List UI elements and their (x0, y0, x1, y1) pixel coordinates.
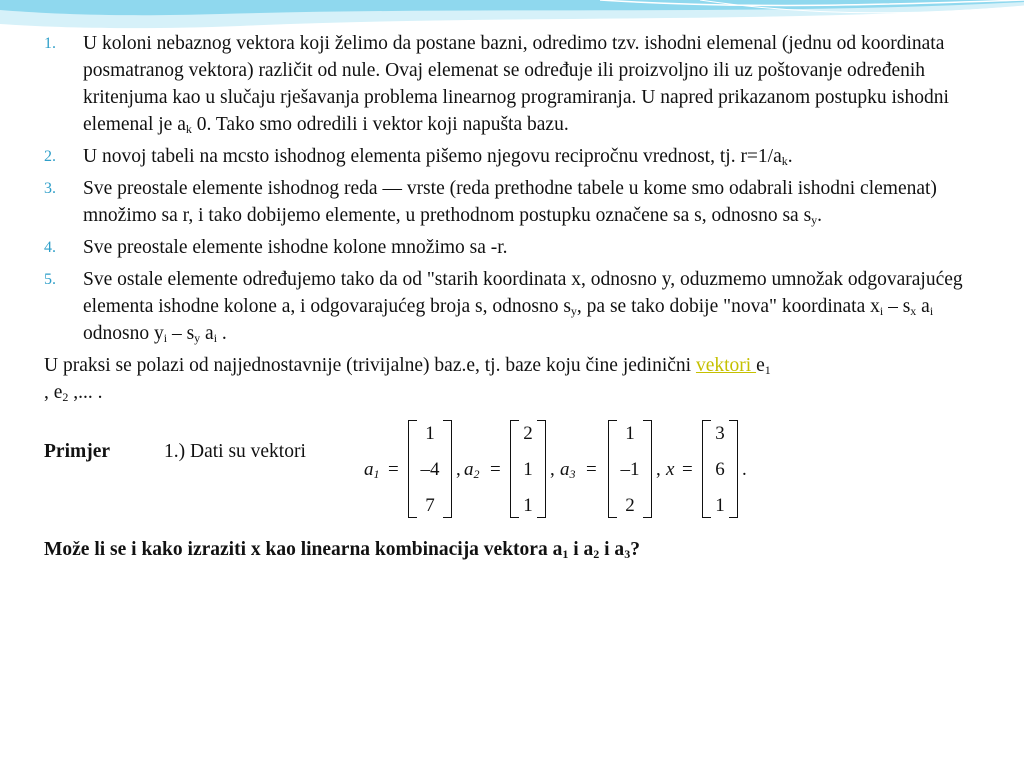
example-block (44, 418, 984, 528)
step-subscript: y (811, 213, 818, 227)
vector-cell: 7 (425, 495, 435, 516)
a3-symbol: $a_3$ (560, 459, 576, 481)
example-text: 1.) Dati su vektori (164, 441, 306, 462)
step-text: – s (883, 296, 911, 317)
step-text: . (787, 146, 793, 167)
note-paragraph (44, 352, 984, 406)
step-item (44, 143, 984, 170)
step-item (44, 266, 984, 347)
note-text: ,... . (68, 382, 103, 403)
step-number: 1. (44, 35, 56, 52)
step-text: odnosno y (83, 323, 164, 344)
step-subscript: k (185, 122, 192, 136)
vector-cell: 1 (715, 495, 725, 516)
a1-symbol: $a_1$ (364, 459, 380, 481)
a2-symbol: $a_2$ (464, 459, 480, 481)
equals-sign: = (586, 459, 597, 480)
step-number: 4. (44, 239, 56, 256)
step-number: 2. (44, 148, 56, 165)
vector-cell: 2 (625, 495, 635, 516)
step-number: 5. (44, 271, 56, 288)
vector-cell: 1 (625, 423, 635, 444)
question-text: Može li se i kako izraziti x kao linearna kombinacija vektora $a_1$ i $a_2$ i $a_3$? (44, 539, 640, 561)
vector-cell: –1 (620, 459, 640, 480)
step-subscript: k (781, 154, 788, 168)
step-text: U koloni nebaznog vektora koji želimo da postane bazni, odredimo tzv. ishodni elemenal (jednu od koordinata posmatranog vektora) različit od nule. Ovaj elemenat se određuje ili proizvoljno ili uz poštovanje određenih kritenjuma kao u slučaju rješavanja problema linearnog programiranja. U napred prikazanom postupku ishodni elemenal je a (83, 33, 949, 135)
vector-a3 (608, 420, 652, 516)
vector-cell: 6 (715, 459, 725, 480)
note-text: U praksi se polazi od najjednostavnije (trivijalne) baz.e, tj. baze koju čine jedinični (44, 355, 696, 376)
step-text: Sve ostale elemente određujemo tako da od "starih koordinata x, odnosno y, oduzmemo umnožak odgovarajućeg elementa ishodne kolone a, i odgovarajućeg broja s, odnosno s (83, 269, 963, 317)
step-item (44, 234, 984, 261)
step-text: – s (167, 323, 195, 344)
vector-cell: –4 (420, 459, 440, 480)
step-subscript: x (910, 304, 917, 318)
note-text: e (756, 355, 765, 376)
vector-cell: 1 (523, 495, 533, 516)
step-text: , pa se tako dobije "nova" koordinata x (576, 296, 880, 317)
step-text: U novoj tabeli na mcsto ishodnog elementa pišemo njegovu recipročnu vrednost, tj. r=1/a (83, 146, 782, 167)
note-subscript: 1 (764, 363, 771, 377)
vector-a2 (510, 420, 546, 516)
vector-a1 (408, 420, 452, 516)
vector-cell: 2 (523, 423, 533, 444)
step-subscript: i (163, 331, 168, 345)
vector-cell: 3 (715, 423, 725, 444)
slide-content (44, 30, 984, 563)
step-text: 0. Tako smo odredili i vektor koji napušta bazu. (191, 114, 569, 135)
equals-sign: = (682, 459, 693, 480)
step-subscript: i (929, 304, 934, 318)
comma: , (456, 459, 461, 480)
equals-sign: = (388, 459, 399, 480)
step-text: . (817, 205, 823, 226)
step-text: Sve preostale elemente ishodne kolone množimo sa -r. (83, 237, 508, 258)
step-subscript: y (194, 331, 201, 345)
period: . (742, 459, 747, 480)
step-text: a (200, 323, 214, 344)
step-text: . (217, 323, 227, 344)
vektori-link[interactable]: vektori (695, 355, 757, 376)
step-subscript: i (879, 304, 884, 318)
step-text: a (916, 296, 930, 317)
vector-cell: 1 (523, 459, 533, 480)
comma: , (550, 459, 555, 480)
vector-x (702, 420, 738, 516)
step-subscript: y (570, 304, 577, 318)
equals-sign: = (490, 459, 501, 480)
vector-cell: 1 (425, 423, 435, 444)
step-subscript: i (213, 331, 218, 345)
step-number: 3. (44, 180, 56, 197)
note-text: , e (44, 382, 63, 403)
comma: , (656, 459, 661, 480)
step-item (44, 175, 984, 229)
note-subscript: 2 (62, 390, 69, 404)
example-label: Primjer (44, 441, 111, 462)
step-item (44, 30, 984, 138)
steps-list (44, 30, 984, 347)
x-symbol: x (666, 459, 675, 480)
step-text: Sve preostale elemente ishodnog reda — vrste (reda prethodne tabele u kome smo odabrali ishodni clemenat) množimo sa r, i tako dobijemo elemente, u prethodnom postupku označene sa s, odnosno sa s (83, 178, 937, 226)
